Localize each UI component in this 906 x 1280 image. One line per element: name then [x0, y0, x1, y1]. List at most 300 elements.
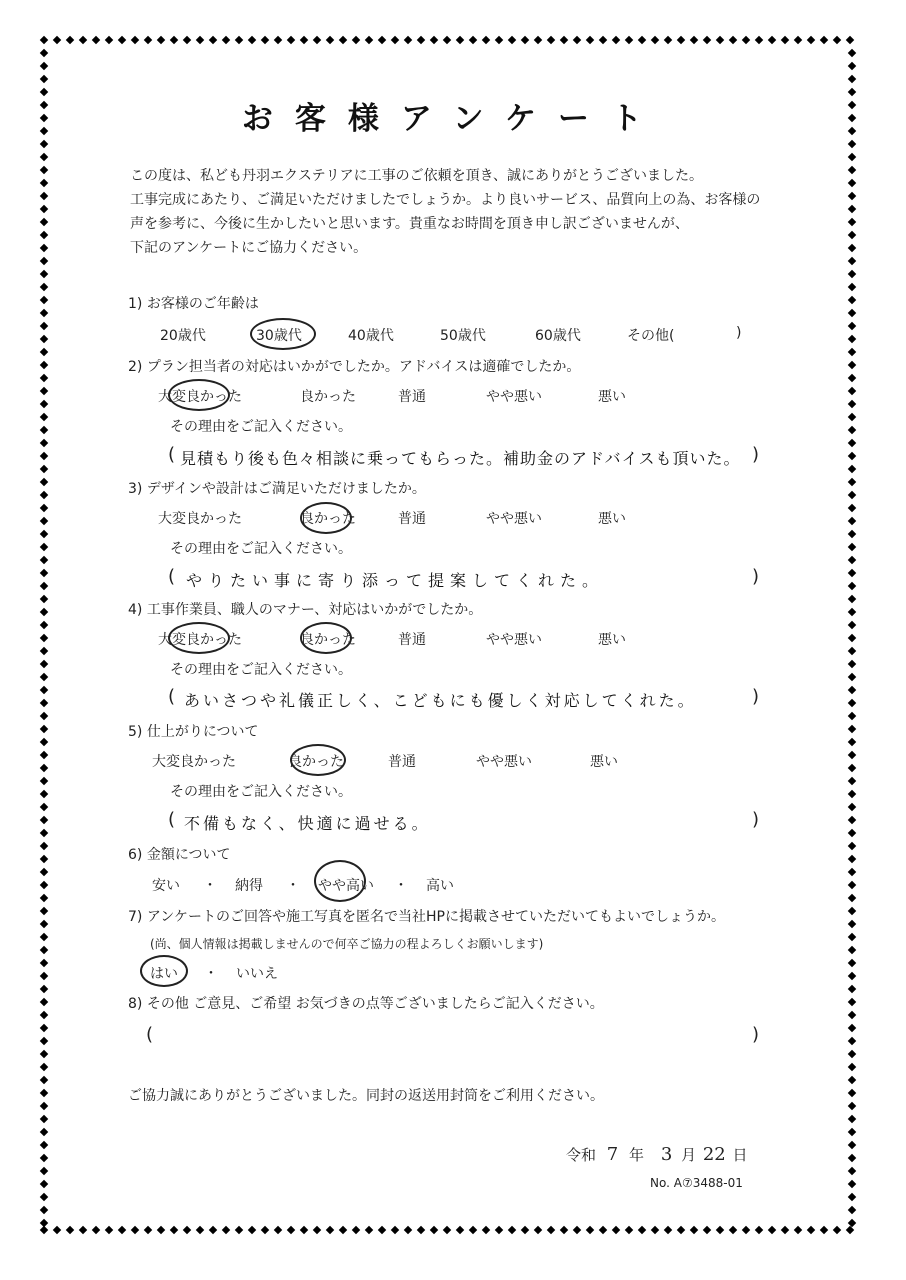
border-dot — [40, 439, 48, 447]
q8-open-paren: ( — [146, 1024, 154, 1045]
border-dot — [848, 907, 856, 915]
border-dot — [482, 36, 490, 44]
border-dot — [508, 36, 516, 44]
border-dot — [848, 192, 856, 200]
border-dot — [40, 322, 48, 330]
border-dot — [40, 205, 48, 213]
border-dot — [768, 1226, 776, 1234]
border-dot — [144, 36, 152, 44]
border-dot — [40, 790, 48, 798]
q1-other-close-paren: ) — [736, 325, 742, 341]
q5-reason-prompt: その理由をご記入ください。 — [170, 784, 352, 800]
border-dot — [40, 907, 48, 915]
border-dot — [456, 36, 464, 44]
border-dot — [40, 946, 48, 954]
border-dot — [560, 36, 568, 44]
border-dot — [848, 1089, 856, 1097]
border-dot — [40, 49, 48, 57]
border-dot — [92, 36, 100, 44]
border-dot — [40, 231, 48, 239]
border-dot — [170, 36, 178, 44]
border-dot — [40, 933, 48, 941]
border-dot — [848, 647, 856, 655]
border-dot — [40, 1128, 48, 1136]
q4-option-bad[interactable]: 悪い — [598, 632, 626, 648]
border-dot — [40, 647, 48, 655]
border-dot — [287, 1226, 295, 1234]
answer-circle-mark — [250, 318, 316, 350]
border-dot — [40, 140, 48, 148]
border-dot — [209, 1226, 217, 1234]
answer-circle-mark — [140, 955, 188, 987]
border-dot — [53, 36, 61, 44]
date-era: 令和 — [566, 1146, 597, 1164]
border-dot — [848, 543, 856, 551]
intro-line: 工事完成にあたり、ご満足いただけましたでしょうか。より良いサービス、品質向上の為、お客様の — [130, 192, 761, 208]
border-dot — [848, 894, 856, 902]
border-dot — [40, 1193, 48, 1201]
border-dot — [274, 36, 282, 44]
border-dot — [131, 36, 139, 44]
border-dot — [848, 452, 856, 460]
q5-handwritten-answer[interactable]: 不備もなく、快適に過せる。 — [184, 814, 431, 833]
border-dot — [391, 1226, 399, 1234]
border-dot — [313, 1226, 321, 1234]
border-dot — [66, 36, 74, 44]
q3-handwritten-answer[interactable]: やりたい事に寄り添って提案してくれた。 — [186, 571, 605, 590]
border-dot — [755, 1226, 763, 1234]
border-dot — [848, 413, 856, 421]
border-dot — [40, 400, 48, 408]
border-dot — [781, 1226, 789, 1234]
border-dot — [365, 1226, 373, 1234]
border-dot — [848, 1154, 856, 1162]
q3-close-paren: ) — [752, 566, 760, 587]
q7-privacy-note: (尚、個人情報は掲載しませんので何卒ご協力の程よろしくお願いします) — [150, 937, 544, 951]
border-dot — [848, 231, 856, 239]
date-day[interactable]: 22 — [702, 1144, 726, 1165]
q1-option-30s[interactable]: 30歳代 — [256, 328, 302, 344]
border-dot — [612, 36, 620, 44]
border-dot — [287, 36, 295, 44]
q5-option-average[interactable]: 普通 — [388, 754, 416, 770]
q4-option-average[interactable]: 普通 — [398, 632, 426, 648]
border-dot — [848, 426, 856, 434]
border-dot — [703, 36, 711, 44]
border-dot — [40, 218, 48, 226]
border-dot — [794, 36, 802, 44]
border-dot — [848, 478, 856, 486]
border-dot — [833, 1226, 841, 1234]
border-dot — [209, 36, 217, 44]
border-dot — [651, 1226, 659, 1234]
border-dot — [534, 36, 542, 44]
border-dot — [573, 36, 581, 44]
border-dot — [573, 1226, 581, 1234]
q6-separator: ・ — [394, 878, 408, 894]
border-dot — [848, 62, 856, 70]
border-dot — [586, 36, 594, 44]
border-dot — [848, 582, 856, 590]
border-dot — [40, 972, 48, 980]
border-dot — [848, 569, 856, 577]
border-dot — [40, 1219, 48, 1227]
border-dot — [40, 686, 48, 694]
border-dot — [40, 621, 48, 629]
border-dot — [40, 1141, 48, 1149]
border-dot — [807, 1226, 815, 1234]
border-dot — [235, 36, 243, 44]
border-dot — [92, 1226, 100, 1234]
q2-open-paren: ( — [168, 444, 176, 465]
border-dot — [495, 36, 503, 44]
border-dot — [40, 309, 48, 317]
answer-circle-mark — [314, 860, 366, 902]
border-dot — [40, 712, 48, 720]
border-dot — [40, 777, 48, 785]
border-dot — [848, 244, 856, 252]
border-dot — [848, 764, 856, 772]
border-dot — [443, 36, 451, 44]
border-dot — [482, 1226, 490, 1234]
border-dot — [469, 36, 477, 44]
border-dot — [848, 829, 856, 837]
border-dot — [40, 569, 48, 577]
border-dot — [848, 595, 856, 603]
border-dot — [40, 1050, 48, 1058]
border-dot — [40, 478, 48, 486]
border-dot — [40, 1076, 48, 1084]
border-dot — [848, 790, 856, 798]
border-dot — [848, 140, 856, 148]
border-dot — [638, 1226, 646, 1234]
q1-option-40s[interactable]: 40歳代 — [348, 328, 394, 344]
q5-option-bad[interactable]: 悪い — [590, 754, 618, 770]
border-dot — [599, 1226, 607, 1234]
border-dot — [848, 270, 856, 278]
answer-circle-mark — [300, 502, 352, 534]
border-dot — [781, 36, 789, 44]
q2-option-good[interactable]: 良かった — [300, 389, 356, 405]
border-dot — [40, 374, 48, 382]
border-dot — [848, 1180, 856, 1188]
border-dot — [430, 36, 438, 44]
border-dot — [326, 36, 334, 44]
border-dot — [40, 543, 48, 551]
border-dot — [40, 348, 48, 356]
q5-option-somewhat-bad[interactable]: やや悪い — [476, 754, 532, 770]
question-5-label: 5) 仕上がりについて — [128, 724, 259, 740]
answer-circle-mark — [290, 744, 346, 776]
border-dot — [40, 673, 48, 681]
border-dot — [638, 36, 646, 44]
document-number: No. A⑦3488-01 — [650, 1176, 743, 1190]
border-dot — [170, 1226, 178, 1234]
border-dot — [848, 75, 856, 83]
border-dot — [848, 1063, 856, 1071]
border-dot — [848, 1141, 856, 1149]
border-dot — [848, 660, 856, 668]
question-4-label: 4) 工事作業員、職人のマナー、対応はいかがでしたか。 — [128, 602, 483, 618]
border-dot — [848, 517, 856, 525]
question-3-label: 3) デザインや設計はご満足いただけましたか。 — [128, 481, 426, 497]
q4-option-good[interactable]: 良かった — [300, 632, 356, 648]
border-dot — [521, 1226, 529, 1234]
border-dot — [848, 920, 856, 928]
border-dot — [690, 1226, 698, 1234]
border-dot — [40, 751, 48, 759]
border-dot — [703, 1226, 711, 1234]
border-dot — [848, 634, 856, 642]
intro-line: 声を参考に、今後に生かしたいと思います。貴重なお時間を頂き申し訳ございませんが、 — [130, 216, 689, 232]
border-dot — [807, 36, 815, 44]
border-dot — [40, 517, 48, 525]
border-dot — [40, 842, 48, 850]
border-dot — [848, 1102, 856, 1110]
border-dot — [820, 36, 828, 44]
border-dot — [40, 1037, 48, 1045]
border-dot — [40, 660, 48, 668]
border-dot — [848, 946, 856, 954]
border-dot — [248, 36, 256, 44]
q3-option-somewhat-bad[interactable]: やや悪い — [486, 511, 542, 527]
border-dot — [848, 972, 856, 980]
border-dot — [848, 153, 856, 161]
border-dot — [848, 348, 856, 356]
q2-option-very-good[interactable]: 大変良かった — [158, 389, 242, 405]
border-dot — [469, 1226, 477, 1234]
border-dot — [848, 1167, 856, 1175]
border-dot — [40, 582, 48, 590]
border-dot — [848, 673, 856, 681]
border-dot — [40, 881, 48, 889]
border-dot — [430, 1226, 438, 1234]
border-dot — [848, 816, 856, 824]
border-dot — [144, 1226, 152, 1234]
border-dot — [794, 1226, 802, 1234]
q6-option-cheap[interactable]: 安い — [152, 878, 180, 894]
answer-circle-mark — [168, 379, 230, 411]
border-dot — [848, 387, 856, 395]
border-dot — [586, 1226, 594, 1234]
border-dot — [848, 1011, 856, 1019]
border-dot — [848, 621, 856, 629]
border-dot — [40, 1154, 48, 1162]
border-dot — [742, 1226, 750, 1234]
q6-option-expensive[interactable]: 高い — [426, 878, 454, 894]
border-dot — [40, 504, 48, 512]
q1-option-other[interactable]: その他( — [627, 328, 675, 344]
border-dot — [848, 998, 856, 1006]
question-1-label: 1) お客様のご年齢は — [128, 296, 259, 312]
border-dot — [848, 699, 856, 707]
border-dot — [404, 1226, 412, 1234]
border-dot — [40, 1089, 48, 1097]
border-dot — [848, 491, 856, 499]
border-dot — [40, 920, 48, 928]
border-dot — [53, 1226, 61, 1234]
border-dot — [40, 452, 48, 460]
q2-option-bad[interactable]: 悪い — [598, 389, 626, 405]
border-dot — [131, 1226, 139, 1234]
border-dot — [118, 1226, 126, 1234]
border-dot — [456, 1226, 464, 1234]
border-dot — [599, 36, 607, 44]
q2-handwritten-answer[interactable]: 見積もり後も色々相談に乗ってもらった。補助金のアドバイスも頂いた。 — [180, 449, 741, 468]
date-day-unit: 日 — [732, 1146, 748, 1164]
border-dot — [183, 36, 191, 44]
border-dot — [848, 504, 856, 512]
border-dot — [848, 1050, 856, 1058]
border-dot — [40, 270, 48, 278]
q1-option-20s[interactable]: 20歳代 — [160, 328, 206, 344]
border-dot — [79, 36, 87, 44]
border-dot — [848, 686, 856, 694]
intro-line: この度は、私ども丹羽エクステリアに工事のご依頼を頂き、誠にありがとうございました。 — [130, 168, 704, 184]
border-dot — [40, 556, 48, 564]
border-dot — [40, 1024, 48, 1032]
border-dot — [378, 1226, 386, 1234]
border-dot — [352, 36, 360, 44]
border-dot — [261, 1226, 269, 1234]
border-dot — [848, 530, 856, 538]
border-dot — [40, 764, 48, 772]
q2-close-paren: ) — [752, 444, 760, 465]
border-dot — [40, 998, 48, 1006]
answer-circle-mark — [168, 622, 230, 654]
border-dot — [848, 218, 856, 226]
border-dot — [848, 465, 856, 473]
q5-option-good[interactable]: 良かった — [288, 754, 344, 770]
border-dot — [339, 36, 347, 44]
border-dot — [222, 36, 230, 44]
border-dot — [560, 1226, 568, 1234]
q4-option-somewhat-bad[interactable]: やや悪い — [486, 632, 542, 648]
border-dot — [742, 36, 750, 44]
border-dot — [848, 842, 856, 850]
border-dot — [40, 192, 48, 200]
border-dot — [846, 1226, 854, 1234]
border-dot — [40, 894, 48, 902]
q4-option-very-good[interactable]: 大変良かった — [158, 632, 242, 648]
q4-handwritten-answer[interactable]: あいさつや礼儀正しく、こどもにも優しく対応してくれた。 — [184, 691, 697, 710]
border-dot — [40, 426, 48, 434]
date-month-unit: 月 — [681, 1146, 697, 1164]
closing-message: ご協力誠にありがとうございました。同封の返送用封筒をご利用ください。 — [128, 1088, 604, 1104]
border-dot — [40, 62, 48, 70]
border-dot — [848, 283, 856, 291]
q6-option-somewhat-expensive[interactable]: やや高い — [318, 878, 374, 894]
border-dot — [40, 816, 48, 824]
border-dot — [40, 738, 48, 746]
q2-option-average[interactable]: 普通 — [398, 389, 426, 405]
border-dot — [768, 36, 776, 44]
border-dot — [40, 244, 48, 252]
q3-open-paren: ( — [168, 566, 176, 587]
border-dot — [625, 36, 633, 44]
q7-option-no[interactable]: いいえ — [236, 966, 278, 982]
border-dot — [848, 1024, 856, 1032]
border-dot — [40, 699, 48, 707]
border-dot — [417, 1226, 425, 1234]
border-dot — [848, 868, 856, 876]
border-dot — [846, 36, 854, 44]
border-dot — [625, 1226, 633, 1234]
border-dot — [729, 1226, 737, 1234]
border-dot — [40, 361, 48, 369]
border-dot — [547, 1226, 555, 1234]
date-month[interactable]: 3 — [660, 1144, 673, 1165]
border-dot — [848, 361, 856, 369]
border-dot — [261, 36, 269, 44]
border-dot — [848, 959, 856, 967]
q2-option-somewhat-bad[interactable]: やや悪い — [486, 389, 542, 405]
date-year-unit: 年 — [629, 1146, 645, 1164]
border-dot — [40, 335, 48, 343]
border-dot — [235, 1226, 243, 1234]
q8-close-paren: ) — [752, 1024, 760, 1045]
border-dot — [848, 400, 856, 408]
border-dot — [820, 1226, 828, 1234]
border-dot — [40, 283, 48, 291]
border-dot — [716, 36, 724, 44]
question-8-label: 8) その他 ご意見、ご希望 お気づきの点等ございましたらご記入ください。 — [128, 996, 604, 1012]
border-dot — [729, 36, 737, 44]
q3-option-bad[interactable]: 悪い — [598, 511, 626, 527]
q7-separator: ・ — [204, 966, 218, 982]
q5-option-very-good[interactable]: 大変良かった — [152, 754, 236, 770]
q1-option-50s[interactable]: 50歳代 — [440, 328, 486, 344]
border-dot — [40, 530, 48, 538]
q1-option-60s[interactable]: 60歳代 — [535, 328, 581, 344]
border-dot — [274, 1226, 282, 1234]
border-dot — [848, 933, 856, 941]
border-dot — [521, 36, 529, 44]
border-dot — [40, 387, 48, 395]
q5-close-paren: ) — [752, 809, 760, 830]
border-dot — [313, 36, 321, 44]
border-dot — [848, 751, 856, 759]
border-dot — [848, 881, 856, 889]
q4-open-paren: ( — [168, 686, 176, 707]
border-dot — [40, 36, 48, 44]
border-dot — [848, 374, 856, 382]
border-dot — [40, 75, 48, 83]
q3-option-very-good[interactable]: 大変良かった — [158, 511, 242, 527]
border-dot — [848, 738, 856, 746]
border-dot — [40, 491, 48, 499]
border-dot — [40, 1063, 48, 1071]
border-dot — [848, 985, 856, 993]
q3-option-average[interactable]: 普通 — [398, 511, 426, 527]
answer-circle-mark — [300, 622, 352, 654]
border-dot — [848, 777, 856, 785]
page-title: お客様アンケート — [241, 101, 665, 137]
q3-option-good[interactable]: 良かった — [300, 511, 356, 527]
border-dot — [40, 1102, 48, 1110]
date-year[interactable]: 7 — [606, 1144, 619, 1165]
border-dot — [755, 36, 763, 44]
border-dot — [848, 205, 856, 213]
border-dot — [40, 725, 48, 733]
border-dot — [40, 1115, 48, 1123]
q7-option-yes[interactable]: はい — [150, 966, 178, 982]
border-dot — [848, 1206, 856, 1214]
q5-open-paren: ( — [168, 809, 176, 830]
border-dot — [690, 36, 698, 44]
q6-option-reasonable[interactable]: 納得 — [235, 878, 263, 894]
border-dot — [848, 257, 856, 265]
